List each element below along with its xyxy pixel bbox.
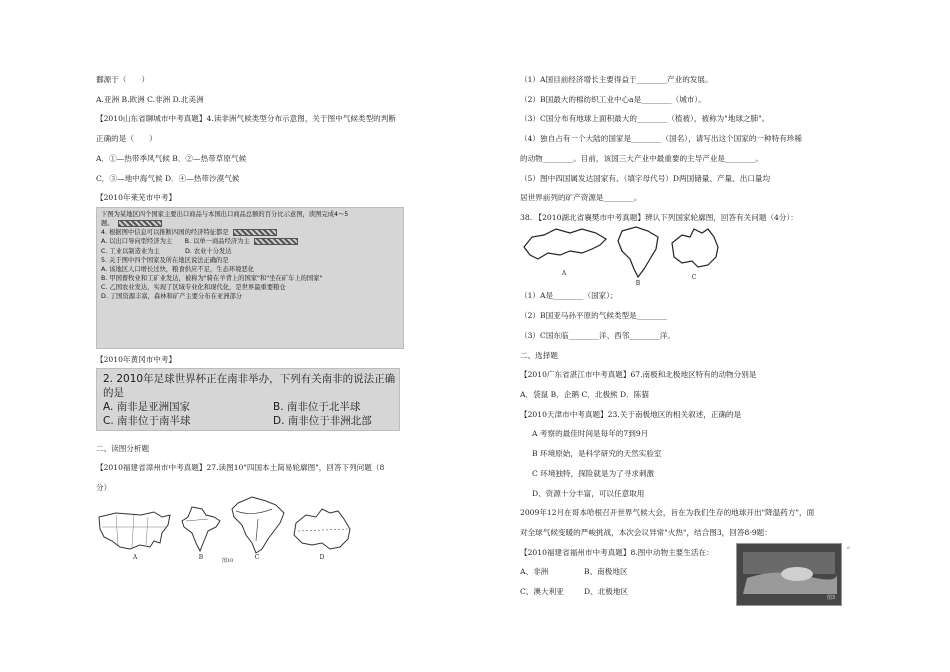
- scanned-question-image: [96, 207, 404, 349]
- source-label: 【2010年莱芜市中考】: [96, 193, 177, 203]
- map-a: [96, 507, 174, 562]
- scan-option: B. 南非位于北半球: [273, 401, 361, 414]
- country-outline-maps: [520, 225, 865, 289]
- question-text: 【2010山东省聊城市中考真题】4.读非洲气候类型分布示意图，关于图中气候类型的判断: [96, 114, 396, 124]
- country-outline-maps: [96, 495, 436, 562]
- answer-options: C、澳大利亚 D、北极地区: [520, 587, 629, 597]
- map-c: [668, 225, 720, 289]
- map-label: B: [198, 553, 204, 561]
- map-b: [178, 505, 224, 562]
- photo-caption: 图3: [826, 595, 835, 601]
- left-column: [96, 76, 436, 562]
- map-c: [228, 495, 286, 562]
- scan-text: 的是: [103, 386, 124, 399]
- bar-chart-icon: [254, 238, 298, 245]
- map-label: C: [254, 553, 260, 561]
- australia-outline-icon: [290, 505, 354, 555]
- polar-animal-photo: [736, 543, 842, 606]
- period-mark: 。: [847, 541, 855, 550]
- map-label: A: [132, 553, 138, 561]
- scan-text: 2. 2010年足球世界杯正在南非举办，下列有关南非的说法正确: [103, 372, 396, 385]
- answer-option: D、资源十分丰富，可以任意取用: [532, 488, 645, 498]
- question-text: （4）独自占有一个大陆的国家是________（国名），请写出这个国家的一种特有珍稀: [520, 134, 802, 144]
- scan-option: A. 南非是亚洲国家: [103, 401, 191, 414]
- scan-option: C. 南非位于南半球: [103, 415, 191, 428]
- india-outline-icon: [178, 505, 224, 555]
- question-text: （2）B国最大的棉纺织工业中心a是________（城市）。: [520, 94, 706, 104]
- answer-option: A 考察的最佳时间是每年的7到9月: [532, 429, 649, 439]
- australia-outline-icon: [668, 225, 720, 273]
- map-b: [614, 225, 662, 289]
- scan-text: 4. 根据图中信息可以推断四国的经济特征都是: [101, 228, 399, 237]
- map-label: B: [635, 280, 641, 288]
- answer-options: A、非洲 B、南极地区: [520, 567, 628, 577]
- question-text: 【2010福建省漳州市中考真题】27.读图10"四国本土简易轮廓图"，回答下列问题（8: [96, 463, 385, 473]
- question-text: 2009年12月在哥本哈根召开世界气候大会，旨在为我们生存的地球开出"降温药方"，面: [520, 508, 815, 518]
- answer-options: A．①—热带季风气候 B．②—热带草原气候: [96, 153, 247, 163]
- map-label: C: [691, 274, 697, 282]
- scan-text: A. 以出口导向型经济为主 B. 以单一商品经济为主: [101, 237, 399, 246]
- scan-option: D. 南非位于非洲北部: [273, 415, 372, 428]
- answer-options: A．袋鼠 B．企鹅 C．北极熊 D．陈猫: [520, 389, 649, 399]
- scan-text: B. 甲国畜牧业和工矿业发达，被称为"骑在羊背上的国家"和"坐在矿车上的国家": [101, 274, 323, 282]
- question-text: 的动物________。目前，该国三大产业中最重要的主导产业是________。: [520, 153, 763, 163]
- question-text: 【2010天津市中考真题】23.关于南极地区的相关叙述，正确的是: [520, 409, 742, 419]
- russia-outline-icon: [520, 225, 608, 269]
- brazil-outline-icon: [614, 225, 662, 279]
- question-text: 鄱源于（ ）: [96, 75, 150, 84]
- question-text: 【2010福建省福州市中考真题】8.图中动物主要生活在：: [520, 547, 714, 557]
- right-column: [520, 76, 865, 597]
- answer-options: C．③—地中海气候 D．④—热带沙漠气候: [96, 173, 240, 183]
- answer-options: A.亚洲 B.欧洲 C.非洲 D.北美洲: [96, 94, 204, 104]
- question-text: （1）A国目前经济增长主要得益于________产业的发展。: [520, 75, 713, 84]
- scan-text: D. 丁国资源丰富，森林和矿产主要分布在亚洲部分: [101, 293, 243, 301]
- photo-icon: [737, 544, 841, 605]
- scan-text: C. 乙国农业发达，实现了区域专业化和现代化，是世界最重要粮仓: [101, 284, 286, 292]
- question-text: （2）B国亚马孙平原的气候类型是________: [520, 311, 668, 321]
- question-text: （3）C国分布有地球上面积最大的________（植被），被称为"地球之肺"。: [520, 114, 770, 124]
- brazil-outline-icon: [228, 495, 286, 555]
- map-label: A: [561, 270, 567, 278]
- map-label: D: [319, 553, 325, 561]
- scan-text: 5. 关于图中四个国家及所在地区说法正确的是: [101, 256, 229, 264]
- question-text: 分）: [96, 483, 112, 493]
- figure-caption: 图10: [222, 558, 234, 564]
- section-heading: 二、选择题: [520, 350, 558, 360]
- question-text: 居世界前列的矿产资源是________。: [520, 193, 642, 203]
- scan-text: 下图为某地区四个国家主要出口商品与本国出口商品总额的百分比示意图，读图完成4～5: [101, 211, 349, 219]
- source-label: 【2010年黄冈市中考】: [96, 355, 177, 365]
- question-text: （1）A是________（国家）；: [520, 291, 618, 301]
- scanned-question-image: [96, 368, 400, 431]
- scan-text: A. 该地区人口增长过快，粮食供应不足，生态环境恶化: [101, 265, 255, 273]
- bar-chart-icon: [118, 220, 162, 227]
- question-text: 正确的是（ ）: [96, 134, 157, 144]
- question-text: （5）图中四国属发达国家有、（填字母代号）D两国储量、产量、出口量均: [520, 173, 771, 183]
- map-a: [520, 225, 608, 289]
- question-text: 对全球气候变暖的严峻挑战，本次会议异常"火热"，结合图3，回答8-9题：: [520, 527, 772, 537]
- question-text: 38. 【2010湖北省襄樊市中考真题】辨认下列国家轮廓图，回答有关问题（4分）：: [520, 213, 798, 223]
- answer-option: C 环境独特，探险就是为了寻求刺激: [532, 468, 655, 478]
- bar-chart-icon: [233, 229, 277, 236]
- question-text: （3）C国东临________洋、西邻________洋。: [520, 330, 675, 340]
- answer-option: B 环境原始，是科学研究的天然实验室: [532, 449, 662, 459]
- usa-outline-icon: [96, 507, 174, 555]
- scan-text: C. 工业以制造业为主 D. 农业十分发达: [101, 247, 232, 255]
- section-heading: 二、读图分析题: [96, 443, 150, 453]
- question-text: 【2010广东省湛江市中考真题】67.南极和北极地区特有的动物分别是: [520, 370, 757, 380]
- map-d: [290, 505, 354, 562]
- scan-text: 题。: [101, 219, 399, 228]
